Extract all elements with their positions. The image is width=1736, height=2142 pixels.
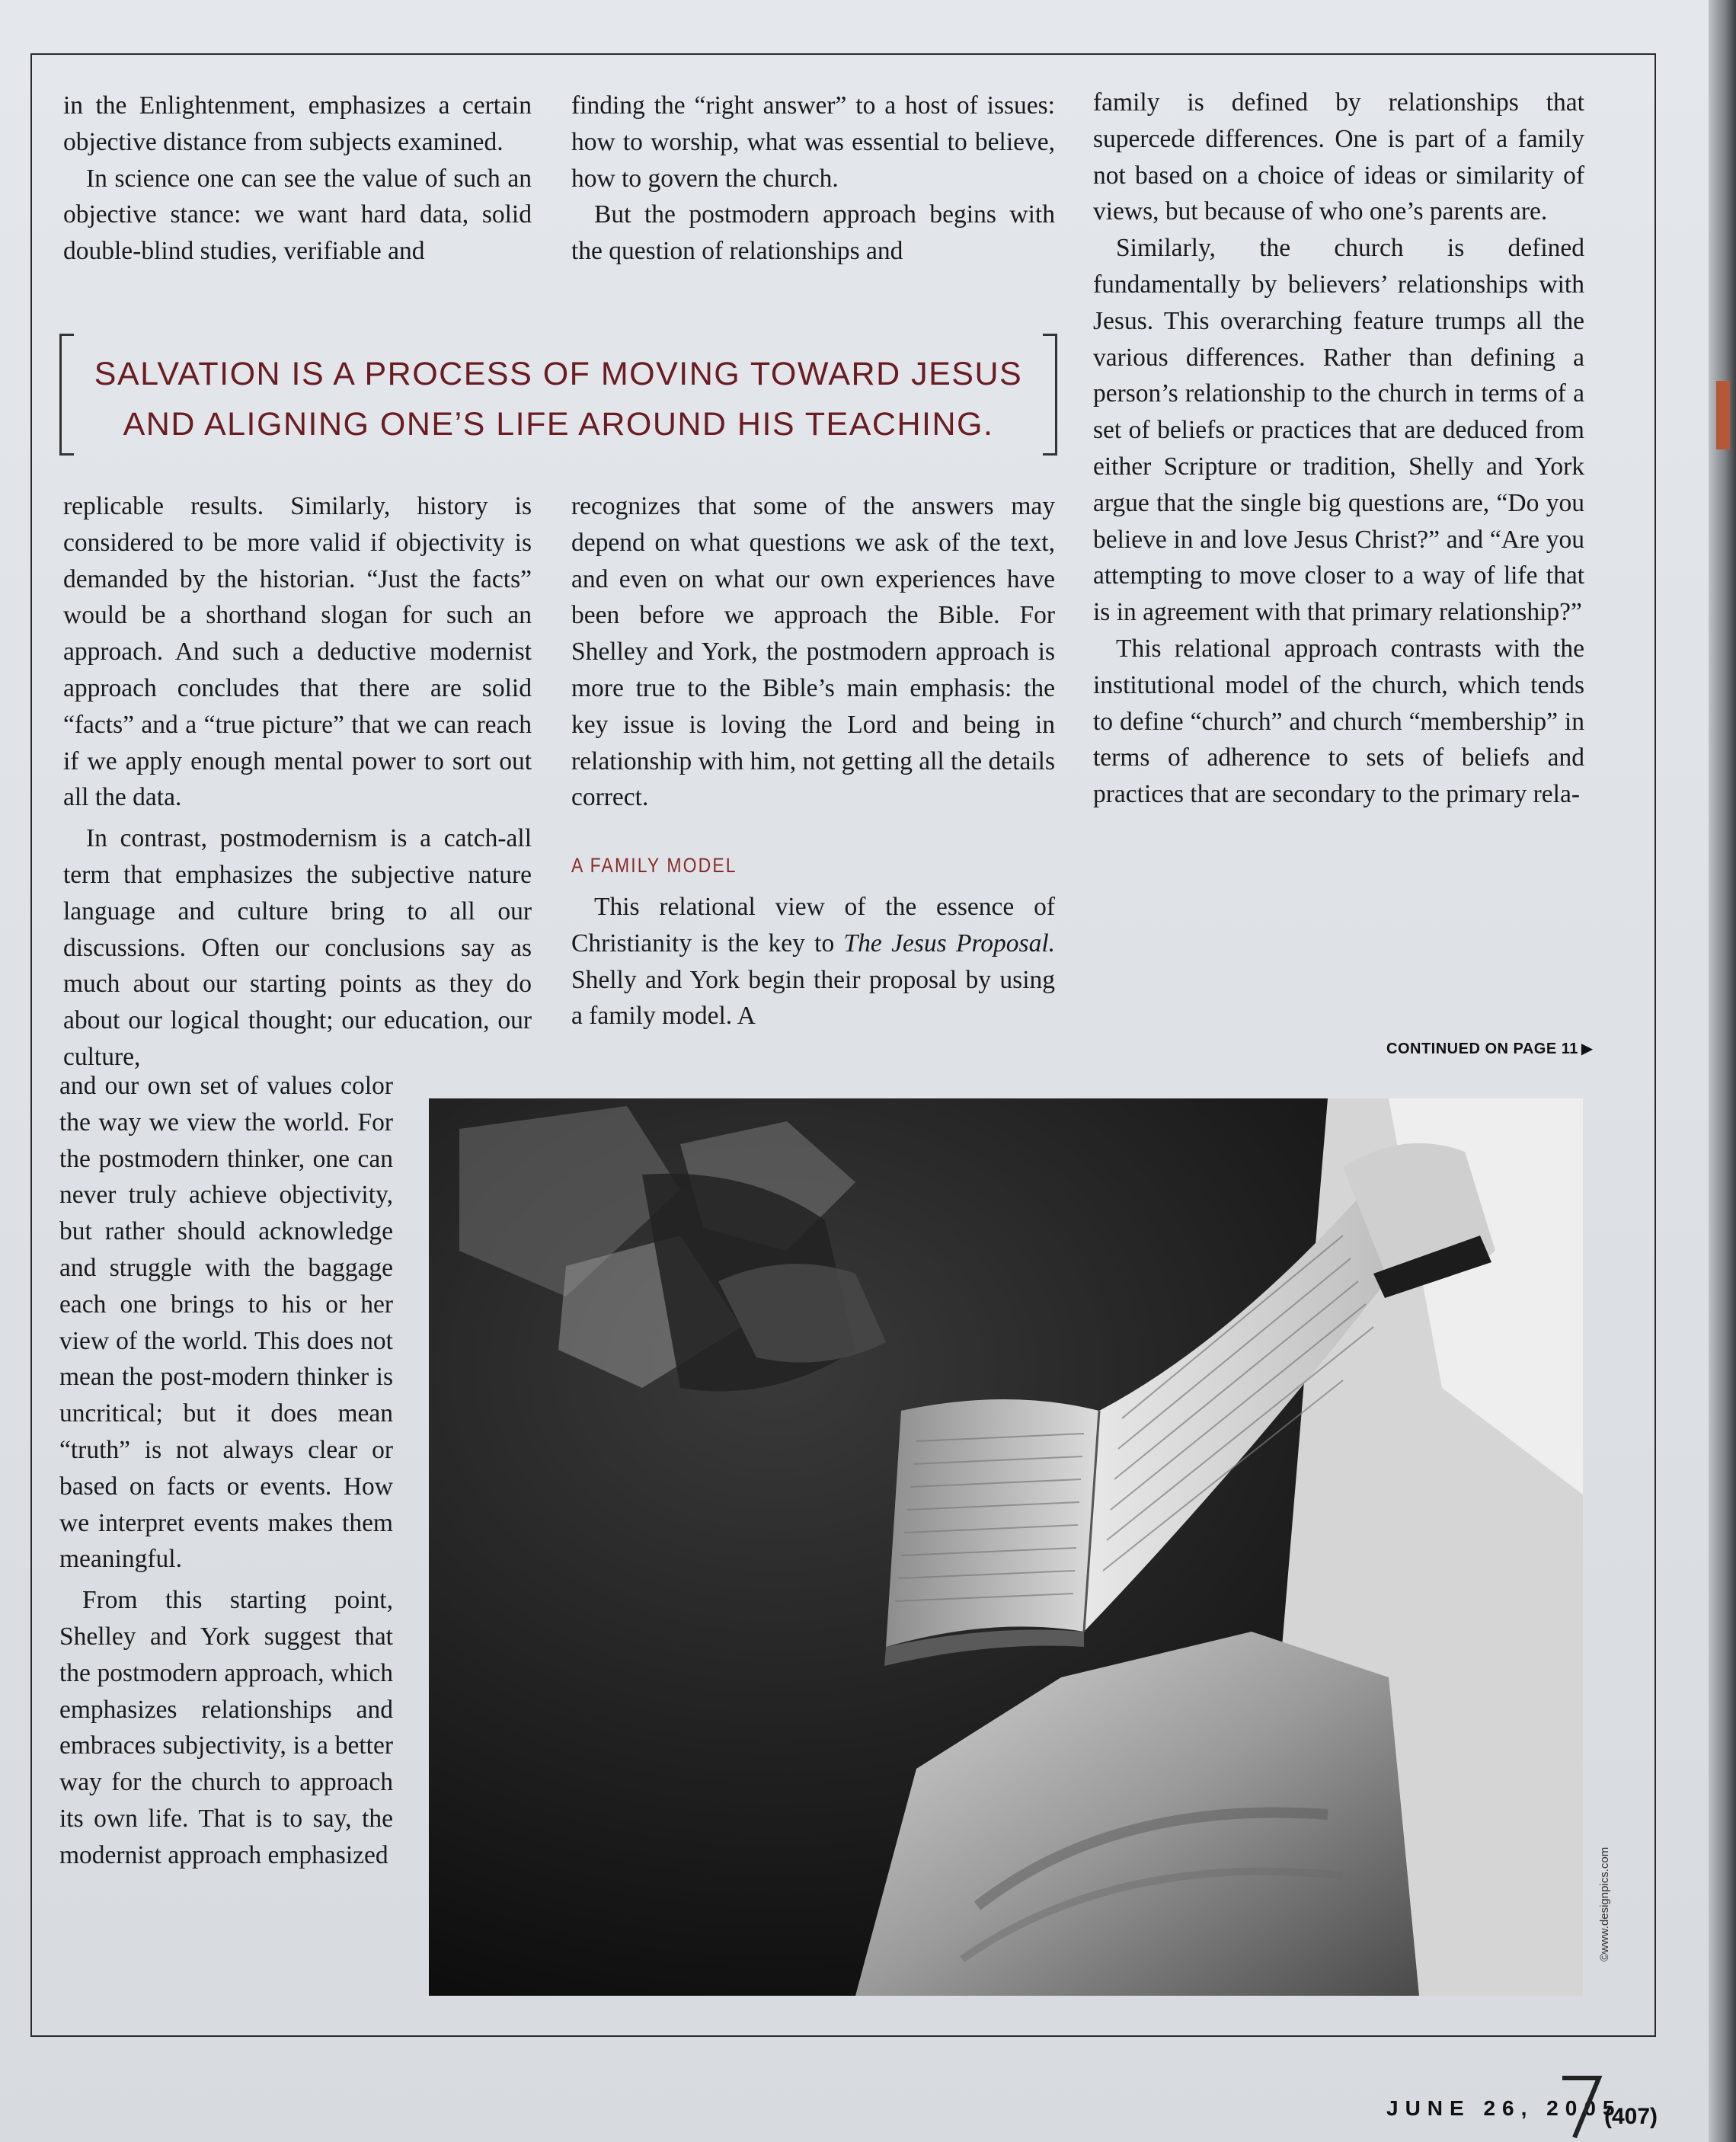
- paragraph: recognizes that some of the answers may depend on what questions we ask of the text, and even on what our own experiences have been before we approach the Bible. For Shelley and York, the postmodern approach is more true to the Bible’s main emphasis: the key issue is loving the Lord and being in relationship with him, not getting all the details correct.: [571, 492, 1055, 812]
- bible-reading-photo: [429, 1098, 1583, 1996]
- issue-date: JUNE 26, 2005: [1386, 2096, 1622, 2120]
- page-number: (407): [1604, 2104, 1658, 2129]
- paragraph: In science one can see the value of such an objective stance: we want hard data, solid double-blind studies, verifiable and: [63, 164, 532, 266]
- column-2-middle: [571, 488, 1055, 1034]
- right-bracket: [1043, 334, 1057, 456]
- column-2-top: [571, 88, 1055, 270]
- paragraph: and our own set of values color the way we view the world. For the postmodern thinker, one can never truly achieve objectivity, but rather should acknowledge and struggle with the baggage each one brings to his or her view of the world. This does not mean the post-modern thinker is uncritical; but it does mean “truth” is not always clear or based on facts or events. How we interpret events makes them meaningful.: [59, 1072, 393, 1574]
- pull-quote-text: [82, 349, 1034, 449]
- photo-credit: ©www.designpics.com: [1598, 1846, 1611, 1961]
- pull-quote-line-2: AND ALIGNING ONE’S LIFE AROUND HIS TEACHING.: [123, 406, 994, 443]
- paragraph: replicable results. Similarly, history is considered to be more valid if objectivity is demanded by the historian. “Just the facts” would be a shorthand slogan for such an approach. And such a deductive modernist approach concludes that there are solid “facts” and a “true picture” that we can reach if we apply enough mental power to sort out all the data.: [63, 492, 532, 812]
- page-binding-edge: [1709, 0, 1736, 2142]
- column-1-middle: [63, 488, 532, 1076]
- continued-text: CONTINUED ON PAGE 11: [1386, 1041, 1578, 1057]
- paragraph: In contrast, postmodernism is a catch-all term that emphasizes the subjective nature language and culture bring to all our discussions. Often our conclusions say as much about our starting points as they do about our logical thought; our education, our culture,: [63, 824, 532, 1071]
- paragraph: This relational approach contrasts with the institutional model of the church, which tends to define “church” and church “membership” in terms of adherence to sets of beliefs and practices that are secondary to the primary rela-: [1093, 634, 1584, 809]
- paragraph: From this starting point, Shelley and York suggest that the postmodern approach, which emphasizes relationships and embraces subjectivity, is a better way for the church to approach its own life. That is to say, the modernist approach emphasized: [59, 1586, 393, 1869]
- column-1-top: [63, 88, 532, 270]
- paragraph: But the postmodern approach begins with the question of relationships and: [571, 200, 1055, 266]
- brand-seven-logo: [1558, 2072, 1603, 2140]
- paragraph: family is defined by relationships that supercede differences. One is part of a family not based on a choice of ideas or similarity of views, but because of who one’s parents are.: [1093, 88, 1584, 226]
- paragraph: finding the “right answer” to a host of issues: how to worship, what was essential to believe, how to govern the church.: [571, 91, 1055, 193]
- pull-quote-line-1: SALVATION IS A PROCESS OF MOVING TOWARD JESUS: [94, 356, 1023, 392]
- paragraph-text: Shelly and York begin their proposal by using a family model. A: [571, 965, 1055, 1031]
- left-bracket: [59, 334, 74, 456]
- pull-quote: [59, 334, 1057, 456]
- column-3: [1093, 85, 1584, 813]
- paragraph: [571, 889, 1055, 1034]
- photo-illustration: [429, 1098, 1583, 1996]
- paragraph: Similarly, the church is defined fundamentally by believers’ relationships with Jesus. This overarching feature trumps all the various differences. Rather than defining a person’s relationship to the church in terms of a set of beliefs or practices that are deduced from either Scripture or tradition, Shelly and York argue that the single big questions are, “Do you believe in and love Jesus Christ?” and “Are you attempting to move closer to a way of life that is in agreement with that primary relationship?”: [1093, 234, 1584, 627]
- edge-color-tab: [1716, 381, 1730, 449]
- triangle-right-icon: ▶: [1581, 1041, 1594, 1057]
- paragraph-text: This relational view of the essence of Christianity is the key to: [571, 892, 1055, 958]
- section-subhead: A FAMILY MODEL: [571, 854, 737, 878]
- paragraph: in the Enlightenment, emphasizes a certain objective distance from subjects examined.: [63, 91, 532, 156]
- column-1-lower: [59, 1068, 393, 1874]
- book-title: The Jesus Proposal.: [843, 929, 1055, 958]
- continued-note: [1386, 1039, 1594, 1058]
